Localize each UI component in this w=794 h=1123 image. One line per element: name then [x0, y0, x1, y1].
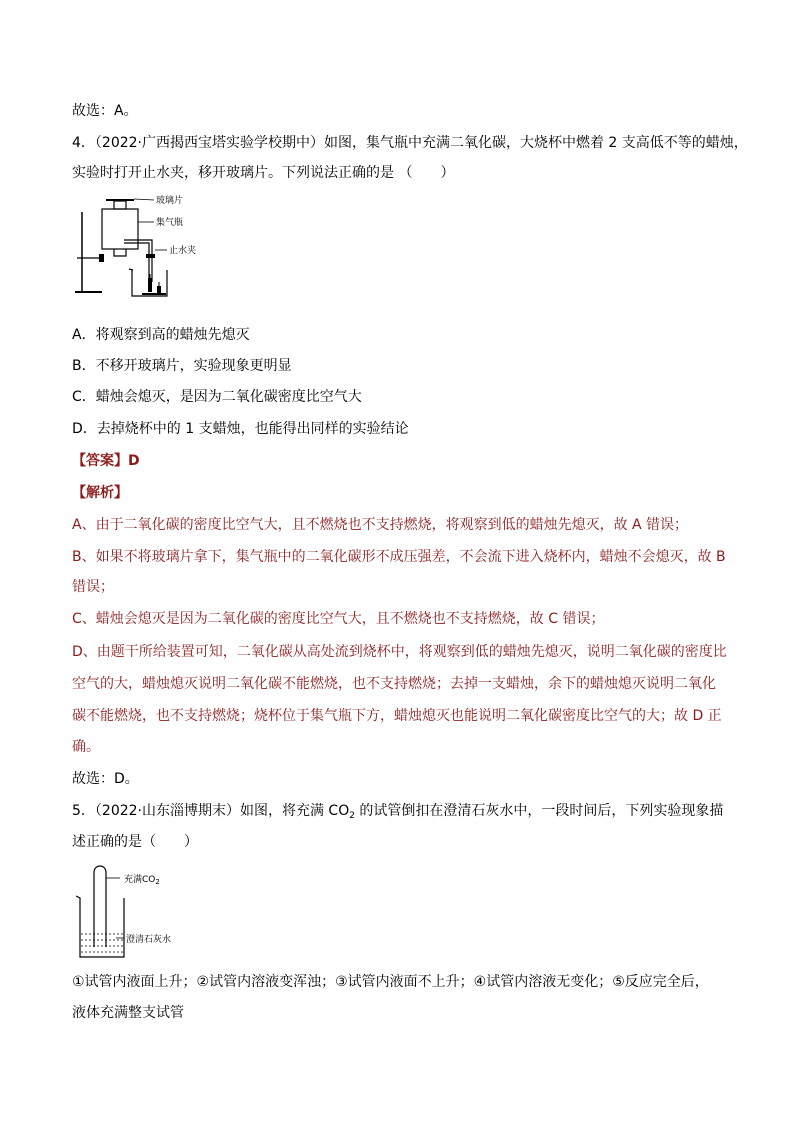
limewater-label: 澄清石灰水 [126, 935, 172, 945]
co2-filled-label: 充满$CO_2$ [124, 875, 160, 886]
q4-stem-line2: 实验时打开止水夹，移开玻璃片。下列说法正确的是 （ ） [72, 165, 455, 181]
q4-analysis-line: 确。 [72, 739, 100, 755]
water-clamp-label: 止水夹 [169, 246, 197, 256]
q5-stem-line2: 述正确的是（ ） [72, 834, 198, 850]
q4-option-b: B．不移开玻璃片，实验现象更明显 [72, 358, 292, 374]
q4-analysis-line: 空气的大，蜡烛熄灭说明二氧化碳不能燃烧，也不支持燃烧；去掉一支蜡烛，余下的蜡烛熄灭说明二氧化 [72, 676, 716, 692]
q4-conclusion: 故选：D。 [72, 771, 139, 787]
q4-analysis-line: D、由题干所给装置可知，二氧化碳从高处流到烧杯中，将观察到低的蜡烛先熄灭，说明二氧化碳的密度比 [72, 644, 727, 660]
gas-bottle-label: 集气瓶 [156, 218, 184, 228]
q4-analysis-line: C、蜡烛会熄灭是因为二氧化碳的密度比空气大，且不燃烧也不支持燃烧，故 C 错误； [72, 611, 605, 627]
q5-items-line1: ①试管内液面上升；②试管内溶液变浑浊；③试管内液面不上升；④试管内溶液无变化；⑤反应完全后， [72, 974, 709, 990]
q4-analysis-heading: 【解析】 [72, 485, 128, 501]
q4-apparatus-figure [72, 192, 202, 302]
q4-option-a: A．将观察到高的蜡烛先熄灭 [72, 327, 250, 343]
q4-analysis-line: A、由于二氧化碳的密度比空气大，且不燃烧也不支持燃烧，将观察到低的蜡烛先熄灭，故 A 错误； [72, 517, 689, 533]
q4-stem-line1: 4．（2022·广西揭西宝塔实验学校期中）如图，集气瓶中充满二氧化碳，大烧杯中燃着 2 支高低不等的蜡烛， [72, 135, 748, 151]
q4-option-d: D．去掉烧杯中的 1 支蜡烛，也能得出同样的实验结论 [72, 421, 409, 437]
q5-items-line2: 液体充满整支试管 [72, 1005, 184, 1021]
q4-option-c: C．蜡烛会熄灭，是因为二氧化碳密度比空气大 [72, 389, 362, 405]
q3-conclusion: 故选：A。 [72, 103, 138, 119]
q4-answer: 【答案】D [72, 453, 140, 469]
q5-apparatus-figure [72, 862, 232, 962]
q4-analysis-line: B、如果不将玻璃片拿下，集气瓶中的二氧化碳形不成压强差，不会流下进入烧杯内，蜡烛不会熄灭，故 B [72, 549, 726, 565]
q4-analysis-line: 碳不能燃烧，也不支持燃烧；烧杯位于集气瓶下方，蜡烛熄灭也能说明二氧化碳密度比空气的大；故 D 正 [72, 708, 722, 724]
q4-analysis-line: 错误； [72, 579, 114, 595]
glass-plate-label: 玻璃片 [156, 196, 184, 206]
q5-stem-line1: 5．（2022·山东淄博期末）如图，将充满 $CO_2$ 的试管倒扣在澄清石灰水中，一段时间后，下列实验现象描 [72, 803, 724, 821]
